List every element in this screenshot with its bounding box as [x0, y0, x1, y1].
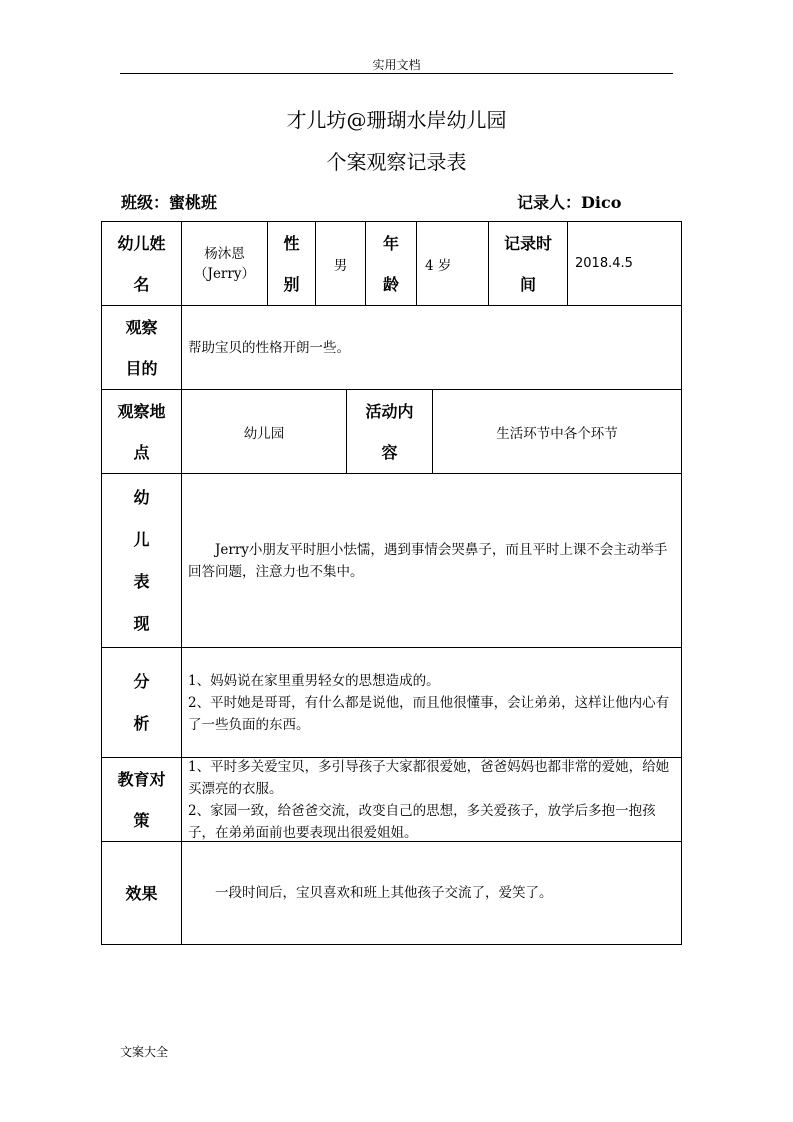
time-label-cell — [488, 221, 568, 306]
form-title: 个案观察记录表 — [326, 150, 467, 174]
purpose-label: 观察目的 — [125, 317, 158, 378]
effect-label-cell — [101, 841, 182, 945]
analysis-label-cell — [101, 647, 182, 758]
time-label: 记录时间 — [503, 233, 552, 294]
page-footer: 文案大全 — [120, 1045, 169, 1059]
effect-value: 一段时间后，宝贝喜欢和班上其他孩子交流了，爱笑了。 — [215, 885, 553, 901]
strategy-label-cell — [101, 757, 182, 842]
gender-label: 性别 — [283, 233, 300, 294]
gender-value-cell — [315, 221, 366, 306]
name-label-cell — [101, 221, 182, 306]
purpose-value-cell — [181, 305, 682, 390]
time-value: 2018.4.5 — [575, 256, 633, 271]
page-header: 实用文档 — [372, 58, 421, 72]
name-label: 幼儿姓名 — [117, 233, 166, 294]
analysis-value-cell — [181, 647, 682, 758]
name-value-cell — [181, 221, 268, 306]
age-label: 年龄 — [382, 233, 399, 294]
performance-value-cell — [181, 473, 682, 648]
analysis-list — [188, 670, 675, 736]
place-value-cell — [181, 389, 347, 474]
effect-value-cell — [181, 841, 682, 945]
activity-value-cell — [432, 389, 682, 474]
place-label: 观察地点 — [117, 401, 166, 462]
performance-label-cell — [101, 473, 182, 648]
gender-value: 男 — [333, 257, 348, 274]
activity-value: 生活环节中各个环节 — [496, 425, 618, 442]
activity-label-cell — [346, 389, 433, 474]
strategy-value-cell — [181, 757, 682, 842]
age-label-cell — [365, 221, 417, 306]
analysis-item: 1、妈妈说在家里重男轻女的思想造成的。 — [188, 672, 440, 689]
strategy-list — [188, 756, 675, 844]
strategy-label: 教育对策 — [117, 769, 166, 830]
time-value-cell — [567, 221, 682, 306]
analysis-label: 分析 — [133, 671, 150, 733]
name-value: 杨沐恩（Jerry） — [194, 245, 255, 282]
place-label-cell — [101, 389, 182, 474]
age-value: 4 岁 — [425, 257, 452, 274]
header-rule — [120, 73, 673, 74]
age-value-cell — [416, 221, 489, 306]
place-value: 幼儿园 — [243, 425, 285, 442]
analysis-item: 2、平时她是哥哥，有什么都是说他，而且他很懂事，会让弟弟，这样让他内心有了一些负面的东西。 — [188, 694, 670, 733]
performance-label: 幼儿表现 — [133, 487, 150, 633]
class-label: 班级：蜜桃班 — [121, 193, 218, 212]
school-title: 才儿坊@珊瑚水岸幼儿园 — [286, 108, 507, 132]
effect-label: 效果 — [125, 883, 158, 903]
purpose-value: 帮助宝贝的性格开朗一些。 — [188, 339, 350, 356]
strategy-item: 2、家园一致，给爸爸交流，改变自己的思想，多关爱孩子，放学后多抱一抱孩子，在弟弟面前也要表现出很爱姐姐。 — [188, 802, 656, 841]
gender-label-cell — [267, 221, 316, 306]
strategy-item: 1、平时多关爱宝贝，多引导孩子大家都很爱她，爸爸妈妈也都非常的爱她，给她买漂亮的衣服。 — [188, 758, 670, 797]
activity-label: 活动内容 — [365, 401, 414, 462]
recorder-label: 记录人：Dico — [517, 193, 622, 212]
purpose-label-cell — [101, 305, 182, 390]
performance-value: Jerry小朋友平时胆小怯懦，遇到事情会哭鼻子，而且平时上课不会主动举手回答问题，注意力也不集中。 — [188, 541, 668, 580]
